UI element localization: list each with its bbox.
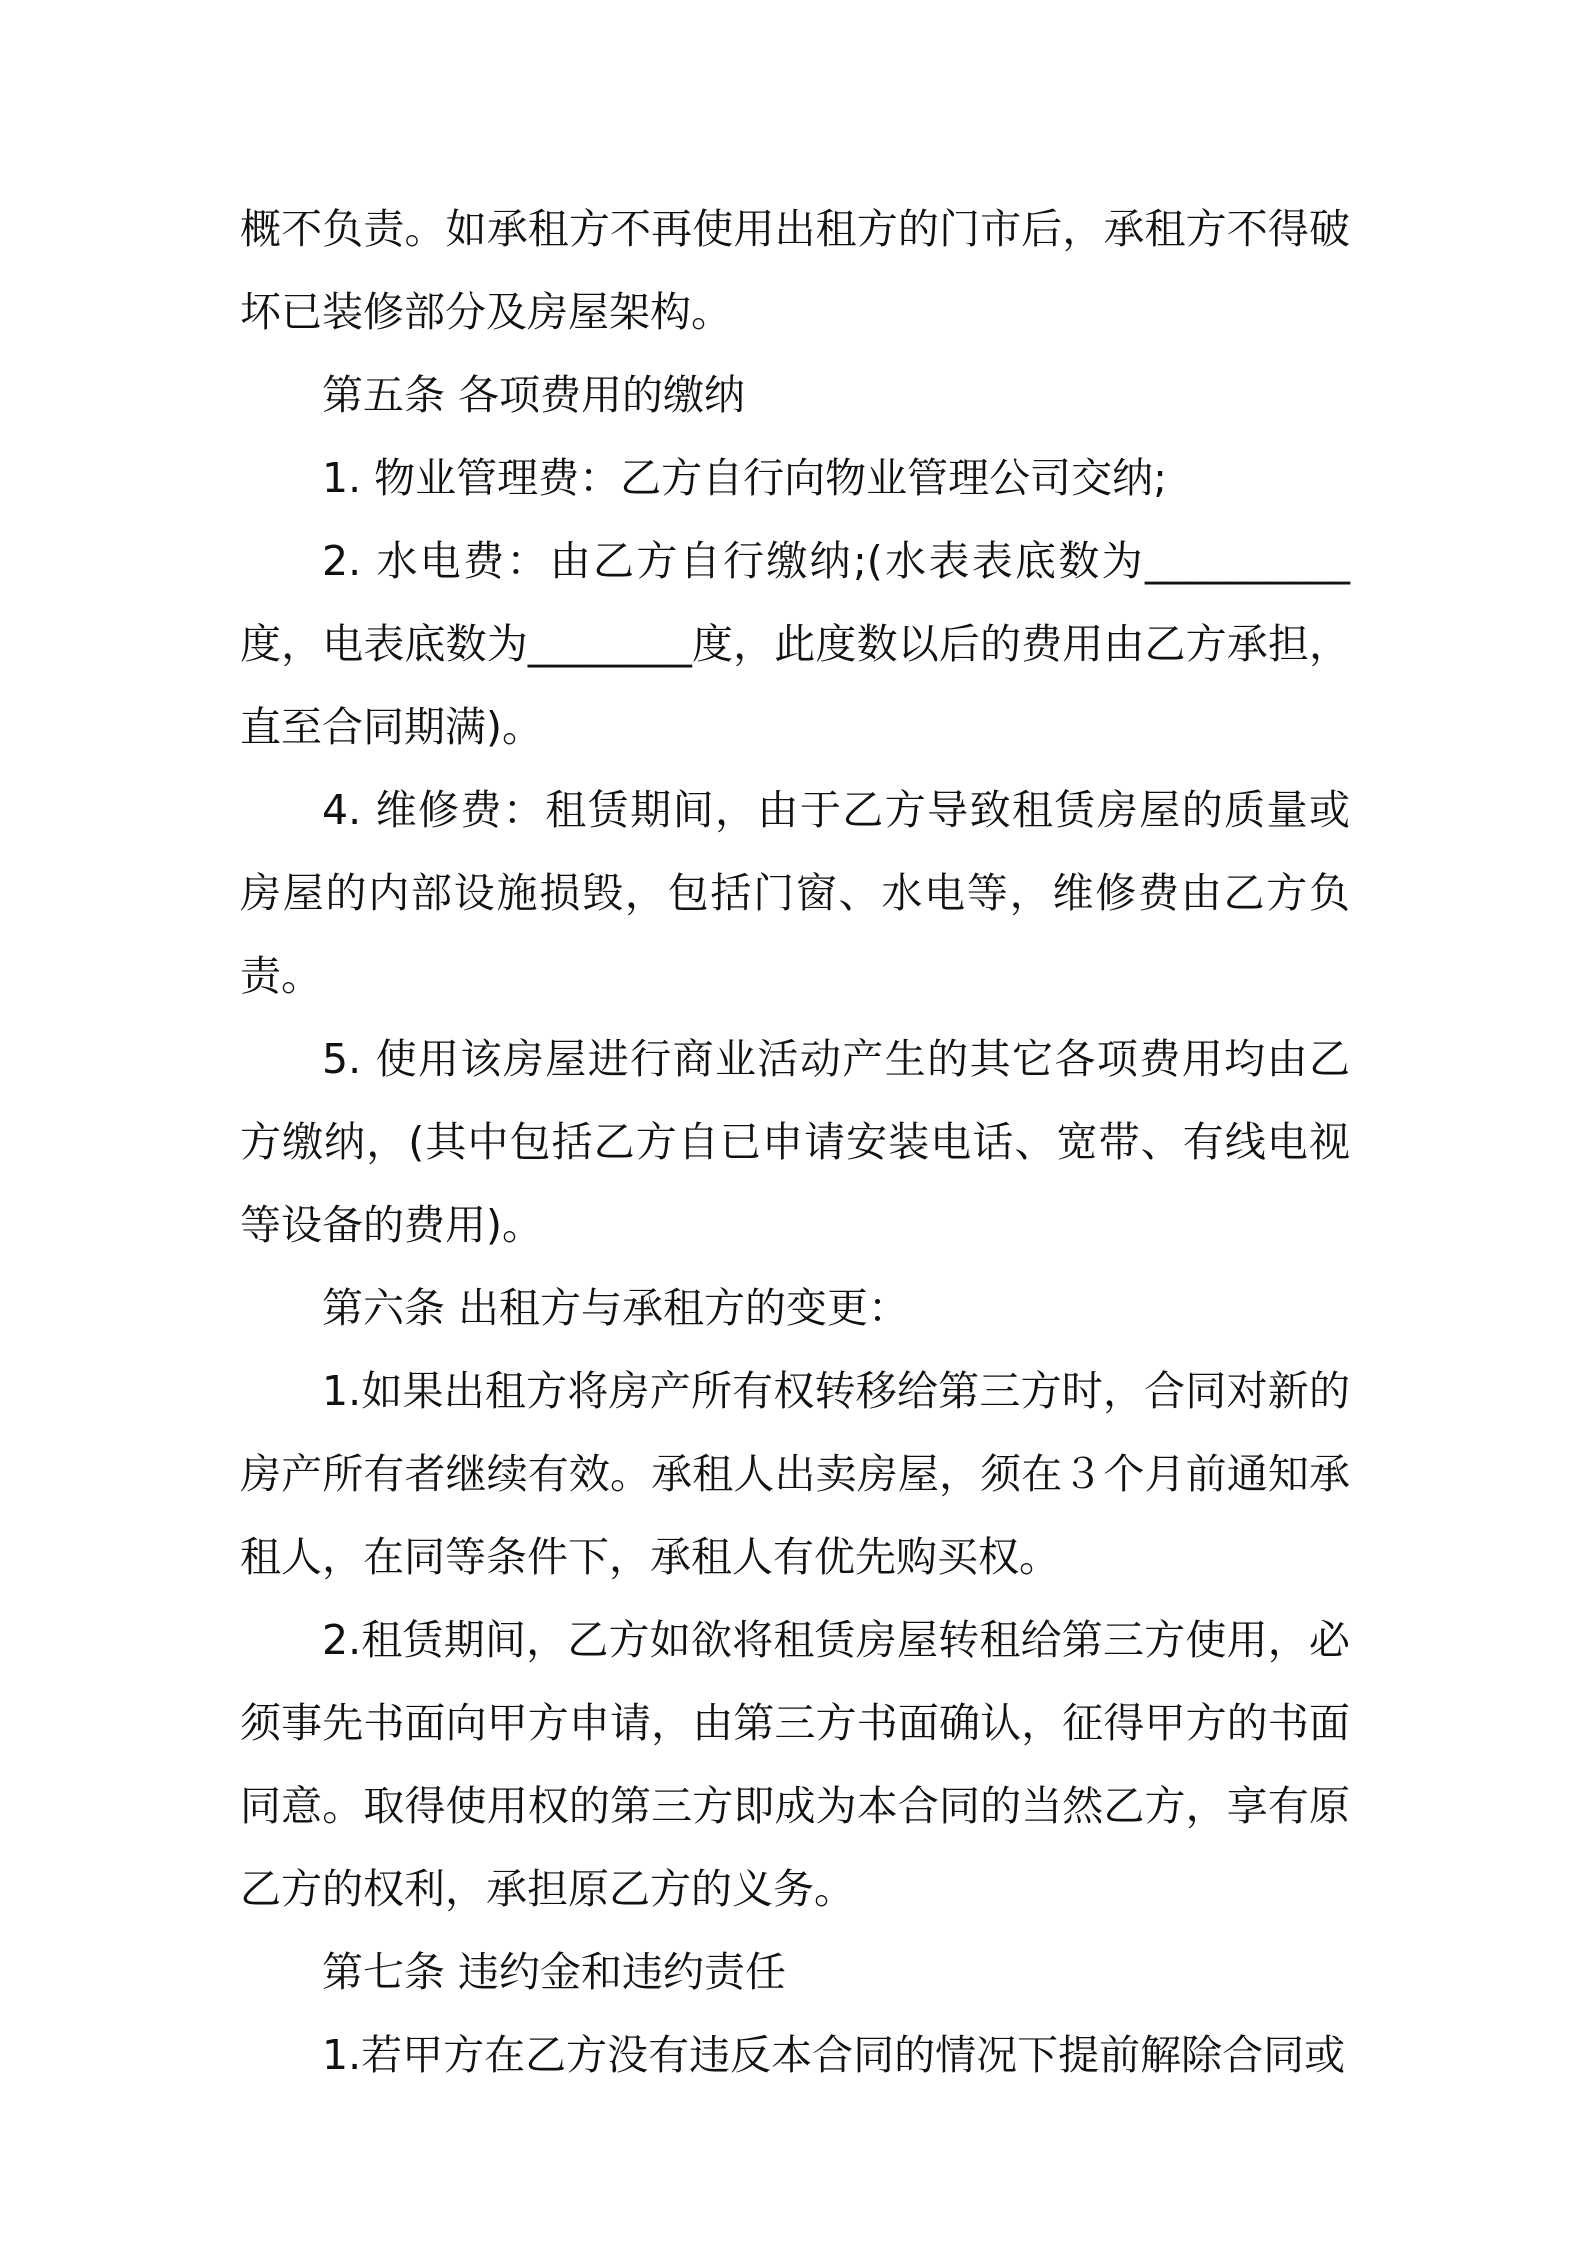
article-6-item-2: 2.租赁期间，乙方如欲将租赁房屋转租给第三方使用，必须事先书面向甲方申请，由第三方书面确认，征得甲方的书面同意。取得使用权的第三方即成为本合同的当然乙方，享有原乙方的权利，承担原乙方的义务。 <box>240 1616 1350 1913</box>
article-5-item-1: 1. 物业管理费：乙方自行向物业管理公司交纳; <box>322 454 1167 502</box>
article-5-item-5: 5. 使用该房屋进行商业活动产生的其它各项费用均由乙方缴纳，(其中包括乙方自已申请安装电话、宽带、有线电视等设备的费用)。 <box>240 1035 1350 1249</box>
article-6-item-1: 1.如果出租方将房产所有权转移给第三方时，合同对新的房产所有者继续有效。承租人出卖房屋，须在３个月前通知承租人，在同等条件下，承租人有优先购买权。 <box>240 1367 1350 1581</box>
paragraph-continuation: 概不负责。如承租方不再使用出租方的门市后，承租方不得破坏已装修部分及房屋架构。 <box>240 205 1350 336</box>
contract-body <box>240 188 1350 2097</box>
article-5-item-4: 4. 维修费：租赁期间，由于乙方导致租赁房屋的质量或房屋的内部设施损毁，包括门窗、水电等，维修费由乙方负责。 <box>240 786 1350 1000</box>
article-7-item-1: 1.若甲方在乙方没有违反本合同的情况下提前解除合同或 <box>322 2031 1346 2079</box>
article-5-item-2: 2. 水电费：由乙方自行缴纳;(水表表底数为__________度，电表底数为________度，此度数以后的费用由乙方承担，直至合同期满)。 <box>240 537 1350 751</box>
article-7-heading: 第七条 违约金和违约责任 <box>322 1948 787 1996</box>
article-6-heading: 第六条 出租方与承租方的变更： <box>322 1284 910 1332</box>
article-5-heading: 第五条 各项费用的缴纳 <box>322 371 746 419</box>
